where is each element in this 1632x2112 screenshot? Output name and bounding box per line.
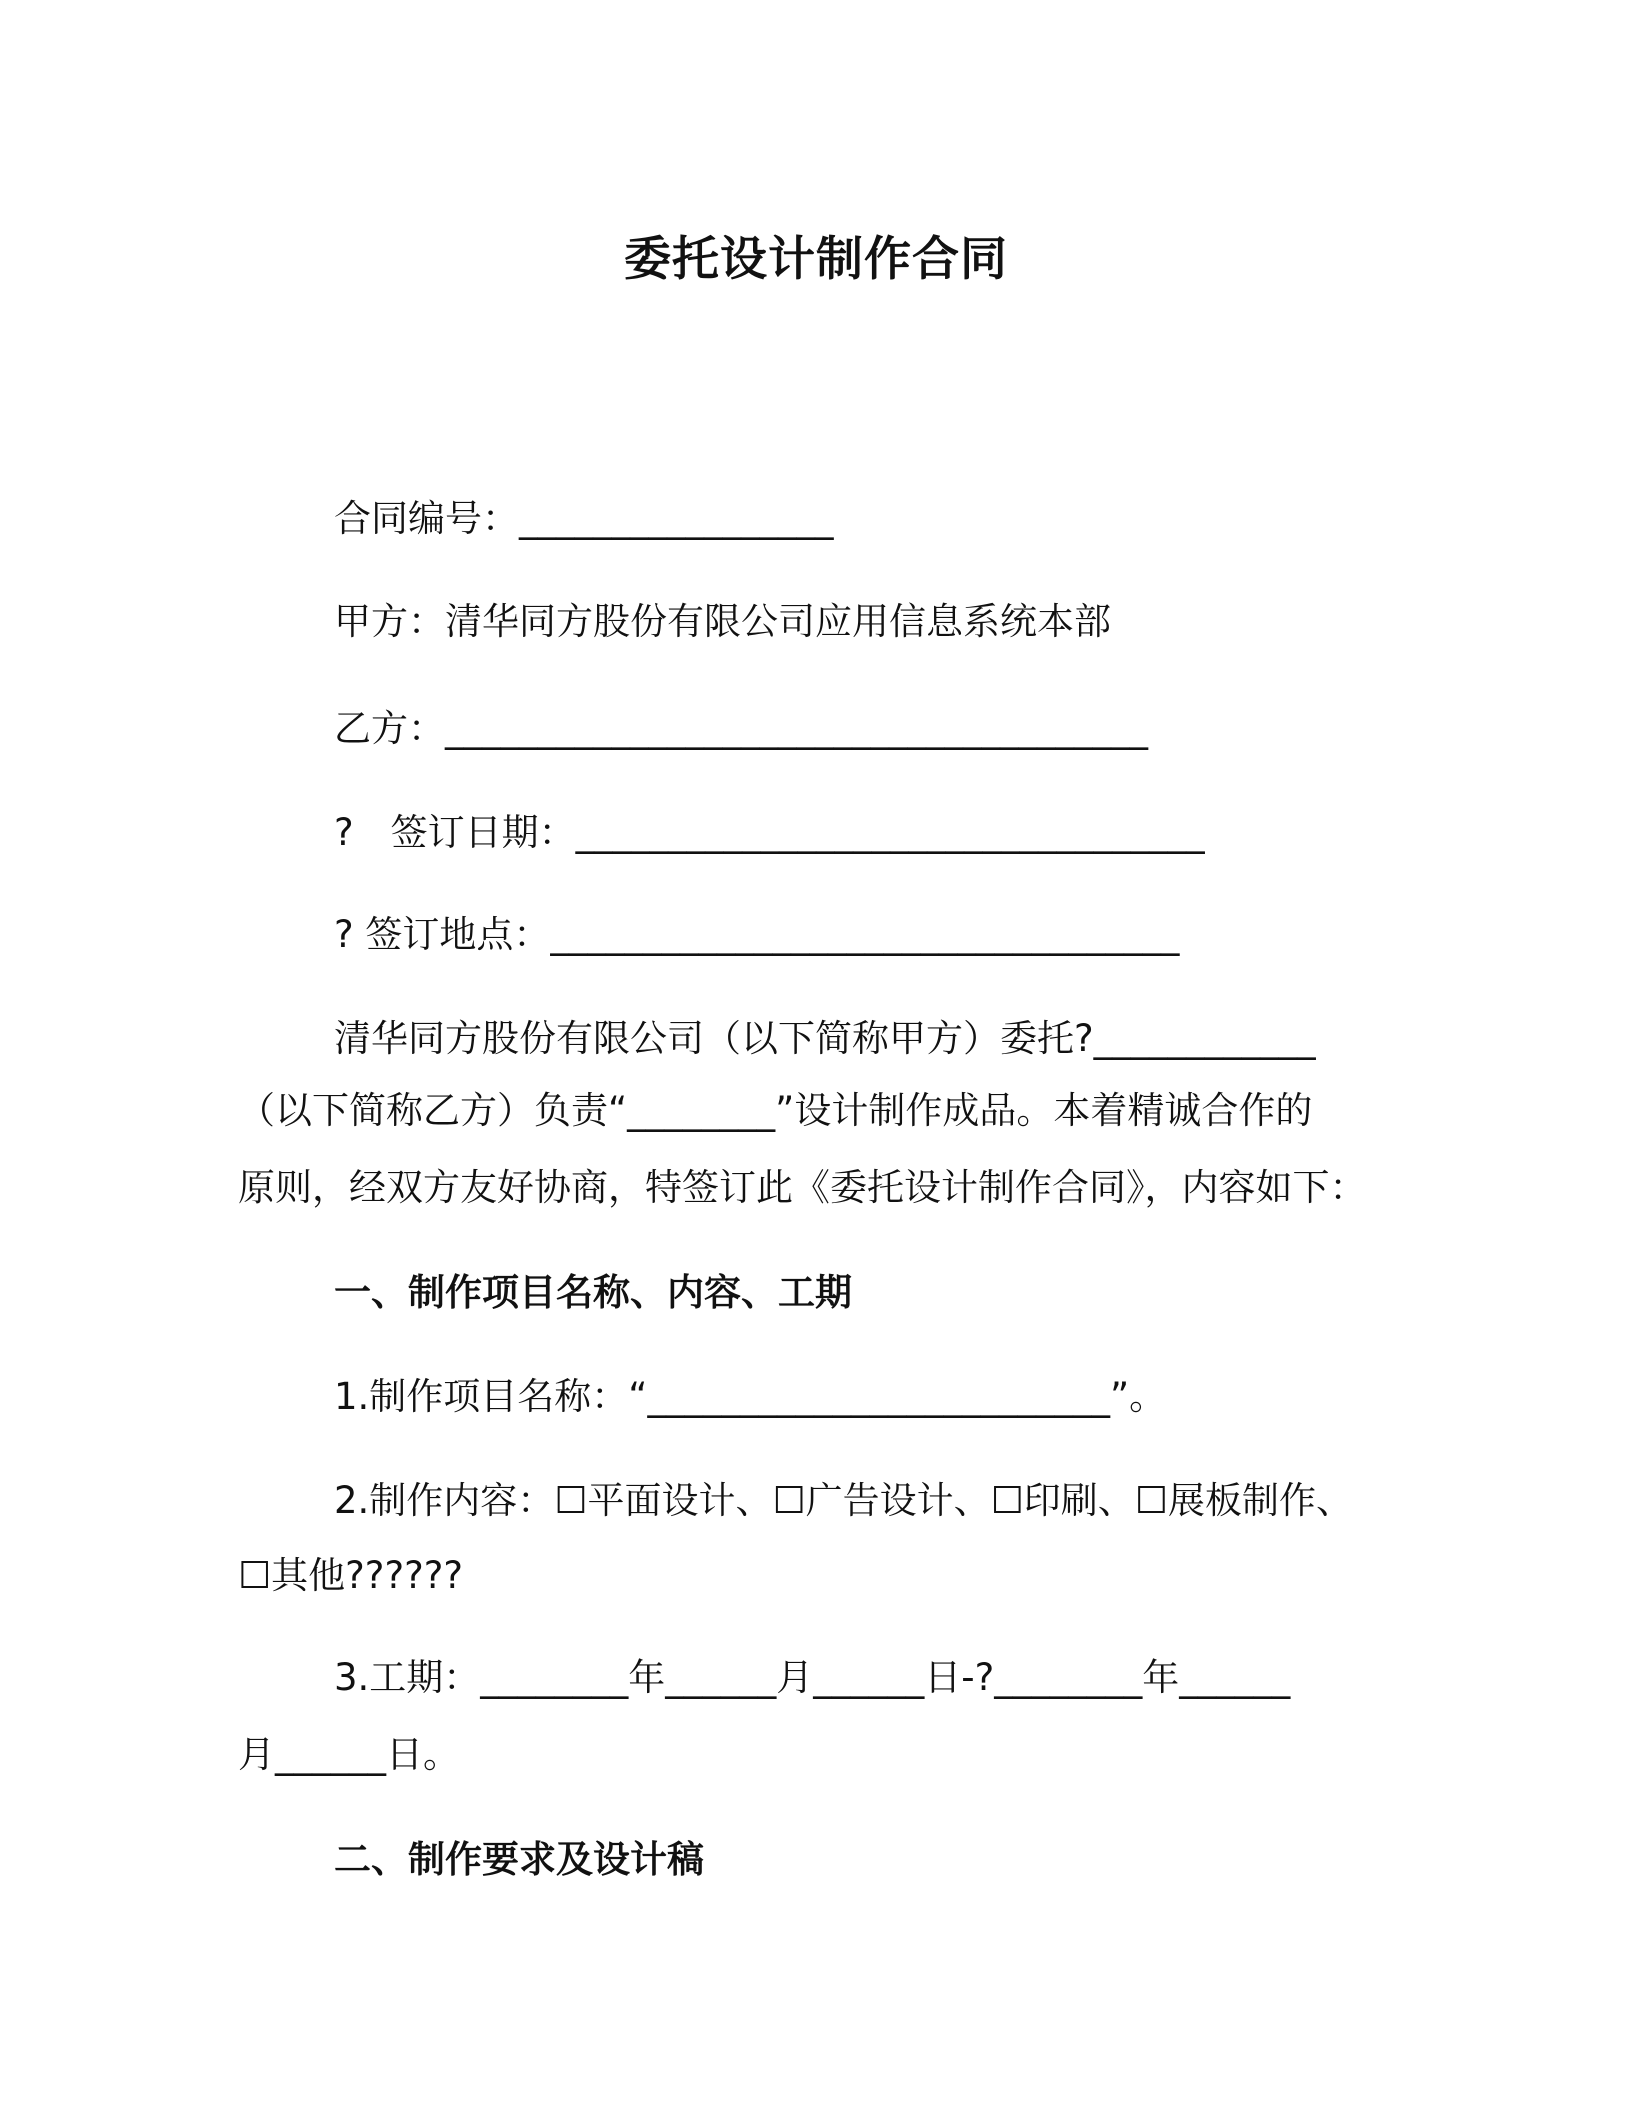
intro-paragraph-line-3: 原则，经双方友好协商，特签订此《委托设计制作合同》，内容如下： bbox=[238, 1166, 1367, 1209]
intro-paragraph-line-2: （以下简称乙方）负责“________”设计制作成品。本着精诚合作的 bbox=[238, 1089, 1313, 1132]
party-b-line: 乙方：______________________________________ bbox=[334, 707, 1148, 750]
document-title: 委托设计制作合同 bbox=[624, 232, 1008, 287]
party-a-line: 甲方：清华同方股份有限公司应用信息系统本部 bbox=[334, 600, 1111, 643]
signing-date-line: ? 签订日期：__________________________________ bbox=[334, 811, 1205, 854]
production-content-line-2: ☐其他?????? bbox=[238, 1554, 463, 1597]
schedule-line-2: 月______日。 bbox=[238, 1733, 460, 1776]
intro-paragraph-line-1: 清华同方股份有限公司（以下简称甲方）委托?____________ bbox=[334, 1017, 1316, 1060]
production-content-line-1: 2.制作内容：☐平面设计、☐广告设计、☐印刷、☐展板制作、 bbox=[334, 1479, 1353, 1522]
signing-place-line: ? 签订地点：__________________________________ bbox=[334, 913, 1180, 956]
project-name-line: 1.制作项目名称：“_________________________”。 bbox=[334, 1375, 1167, 1418]
section-1-heading: 一、制作项目名称、内容、工期 bbox=[334, 1271, 852, 1314]
section-2-heading: 二、制作要求及设计稿 bbox=[334, 1838, 704, 1881]
schedule-line-1: 3.工期：________年______月______日-?________年______ bbox=[334, 1656, 1291, 1699]
contract-number-line: 合同编号：_________________ bbox=[334, 497, 834, 540]
